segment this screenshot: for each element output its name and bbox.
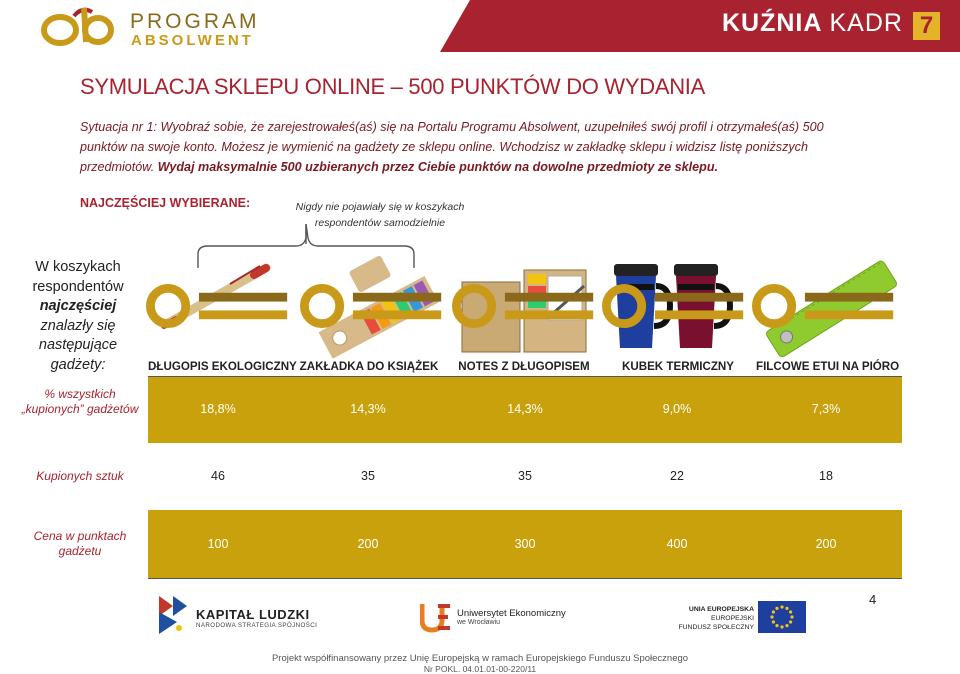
- row-label-percent: % wszystkich „kupionych” gadżetów: [21, 387, 139, 416]
- intro-lead: Sytuacja nr 1: Wyobraź sobie, że zarejestrowałeś(aś) się na Portalu Programu Absolwent, uzupełniłeś swój profil i otrzymałeś(aś) 500 punktów na swoje konto.: [80, 120, 824, 154]
- program-absolwent-logo-icon: [34, 4, 126, 48]
- row-label-points: Cena w punktach gadżetu: [33, 529, 127, 558]
- intro-tail: Wydaj maksymalnie 500 uzbieranych przez Ciebie punktów na dowolne przedmioty ze sklepu.: [157, 160, 719, 174]
- logo-absolwent-text: ABSOLWENT: [131, 32, 254, 49]
- uniwersytet-ekonomiczny-logo-icon: [420, 600, 452, 634]
- logo-program-text: PROGRAM: [130, 10, 260, 33]
- table-bottom-divider: [148, 578, 902, 579]
- university-name: Uniwersytet Ekonomiczny: [457, 608, 566, 619]
- product-image-bookmark: [304, 256, 454, 360]
- left-caption-part2: najczęściej: [39, 298, 117, 314]
- points-cell: 300: [514, 537, 536, 551]
- project-funding-note: Projekt współfinansowany przez Unię Europejską w ramach Europejskiego Funduszu Społecznego: [271, 653, 689, 664]
- program-absolwent-mini-logo-icon: [300, 254, 450, 358]
- kuznia-kadr-logo: [722, 9, 903, 38]
- units-cell: 35: [518, 469, 532, 483]
- product-name: NOTES Z DŁUGOPISEM: [458, 360, 590, 373]
- product-name: ZAKŁADKA DO KSIĄŻEK: [299, 360, 439, 373]
- left-caption-part3: znalazły się następujące gadżety:: [38, 317, 118, 373]
- percent-cell: 14,3%: [350, 402, 386, 416]
- product-name: FILCOWE ETUI NA PIÓRO: [756, 360, 900, 373]
- university-city: we Wrocławiu: [457, 619, 501, 626]
- percent-cell: 18,8%: [200, 402, 236, 416]
- eu-line1: UNIA EUROPEJSKA: [688, 606, 754, 613]
- units-cell: 46: [211, 469, 225, 483]
- program-absolwent-mini-logo-icon: [752, 254, 902, 358]
- eu-line2: EUROPEJSKI: [710, 615, 754, 622]
- row-label-units: Kupionych sztuk: [36, 469, 124, 483]
- points-cell: 100: [207, 537, 229, 551]
- eu-line3: FUNDUSZ SPOŁECZNY: [678, 624, 754, 631]
- product-image-thermal-mug: [606, 256, 756, 360]
- scenario-intro: [80, 117, 840, 177]
- kuznia-word: KUŹNIA: [722, 9, 822, 37]
- percent-cell: 9,0%: [662, 402, 692, 416]
- left-caption-part1: W koszykach respondentów: [32, 259, 124, 295]
- units-cell: 22: [670, 469, 684, 483]
- product-image-notebook: [456, 256, 606, 360]
- program-absolwent-mini-logo-icon: [452, 254, 602, 358]
- points-cell: 200: [357, 537, 379, 551]
- product-image-eco-pen: [150, 256, 300, 360]
- product-name: KUBEK TERMICZNY: [621, 360, 735, 373]
- kapital-ludzki-title: KAPITAŁ LUDZKI: [196, 607, 310, 622]
- program-absolwent-mini-logo-icon: [146, 254, 296, 358]
- most-chosen-heading: NAJCZĘŚCIEJ WYBIERANE:: [80, 196, 251, 210]
- left-caption: [14, 258, 142, 375]
- units-cell: 35: [361, 469, 375, 483]
- units-cell: 18: [819, 469, 833, 483]
- kuznia-number-badge: 7: [913, 12, 940, 40]
- eu-flag-icon: [758, 601, 806, 633]
- kadr-word: KADR: [829, 9, 903, 37]
- product-name: DŁUGOPIS EKOLOGICZNY: [148, 360, 297, 373]
- header-banner: [0, 0, 960, 52]
- product-image-felt-case: [756, 256, 906, 360]
- percent-cell: 14,3%: [507, 402, 543, 416]
- never-alone-note: Nigdy nie pojawiały się w koszykach respondentów samodzielnie: [295, 201, 465, 229]
- kapital-ludzki-logo-icon: [155, 592, 191, 636]
- page-number: 4: [869, 592, 877, 607]
- program-absolwent-mini-logo-icon: [602, 254, 752, 358]
- eu-fund-text: [676, 605, 754, 632]
- page-title: SYMULACJA SKLEPU ONLINE – 500 PUNKTÓW DO WYDANIA: [80, 74, 705, 99]
- points-cell: 400: [666, 537, 688, 551]
- project-number: Nr POKL. 04.01.01-00-220/11: [423, 664, 537, 674]
- kapital-ludzki-subtitle: NARODOWA STRATEGIA SPÓJNOŚCI: [196, 622, 318, 629]
- points-cell: 200: [815, 537, 837, 551]
- intro-mid: Możesz je wymienić na gadżety ze sklepu online. Wchodzisz w zakładkę sklepu i widzisz listę poniższych przedmiotów.: [80, 140, 808, 174]
- percent-cell: 7,3%: [811, 402, 841, 416]
